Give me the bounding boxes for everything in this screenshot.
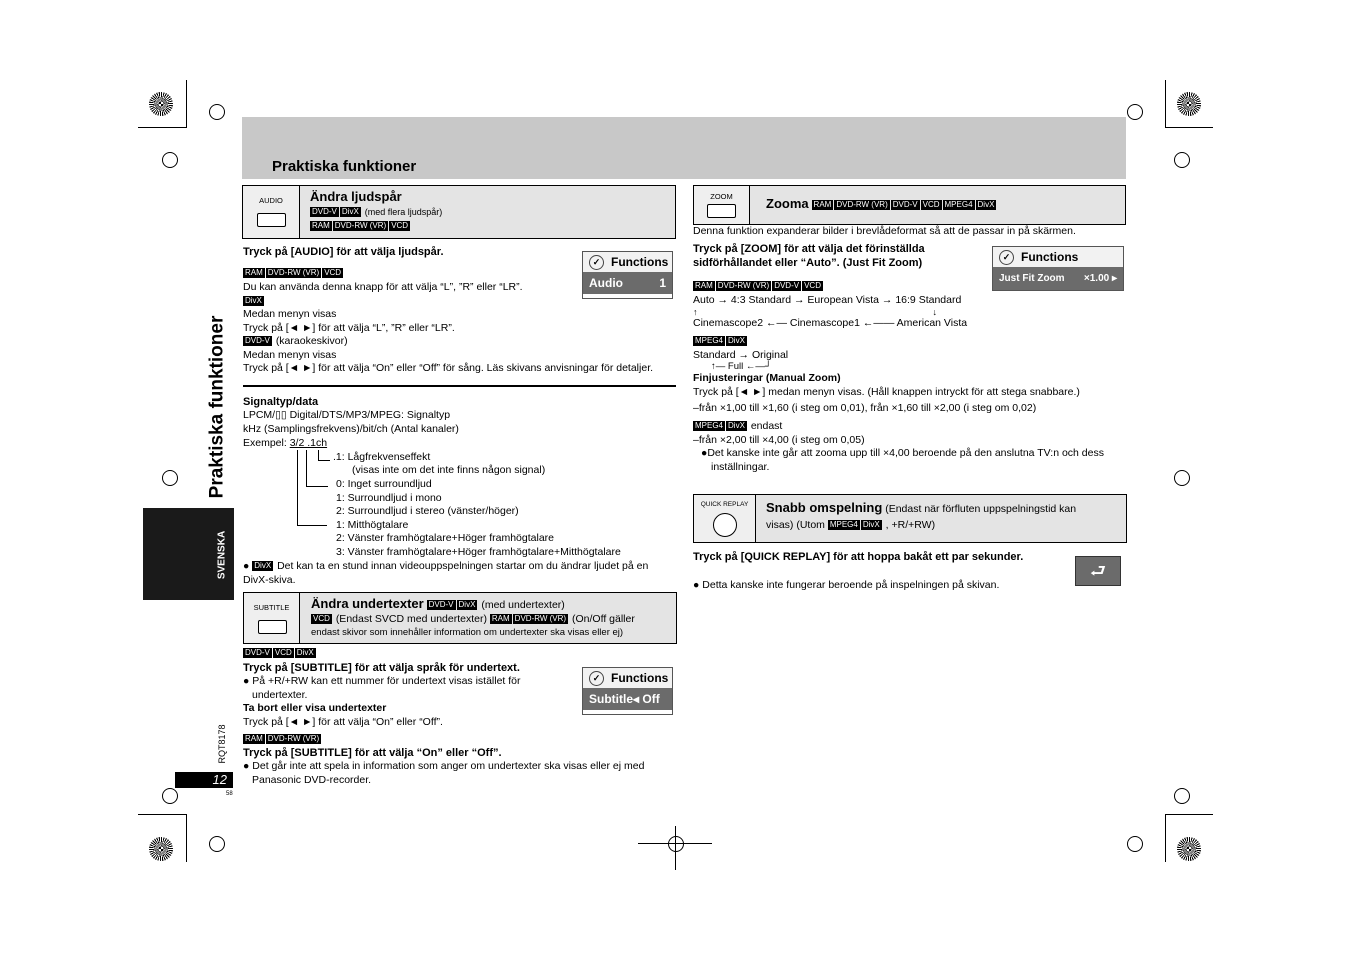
page-subnumber: 58	[226, 791, 233, 797]
subtitle-details: DVD-V VCD DivX Tryck på [SUBTITLE] för att välja språk för undertext. ● På +R/+RW kan ett nummer för undertext visas istället för undertexter. Ta bort eller visa undertexter Tryck på [◄ ►] för att välja “On” eller “Off”. RAM DVD-RW (VR) Tryck på [SUBTITLE] för att välja “On” eller “Off”. ● Det går inte att spela in information som anger om undertexter ska visas eller ej med Panasonic DVD-recorder.	[243, 648, 645, 787]
signal-note: ● DivX Det kan ta en stund innan videouppspelningen startar om du ändrar ljudet på en DivX-skiva.	[243, 560, 649, 586]
subtitle-button-label: SUBTITLE	[253, 603, 290, 612]
signal-item: 2: Vänster framhögtalare+Höger framhögtalare	[336, 532, 554, 544]
crosshair-mark	[1127, 836, 1143, 852]
zoom-functions-display: ✓ Functions Just Fit Zoom ×1.00 ▸	[992, 246, 1124, 291]
replay-instruction: Tryck på [QUICK REPLAY] för att hoppa bakåt ett par sekunder.	[693, 551, 1024, 563]
signal-item: (visas inte om det inte finns någon signal)	[352, 464, 546, 476]
audio-button-label: AUDIO	[259, 196, 283, 205]
registration-mark	[1177, 92, 1201, 116]
zoom-section-header: ZOOM Zooma RAM DVD-RW (VR) DVD-V VCD MPEG4 DivX	[693, 185, 1126, 225]
language-label: SVENSKA	[216, 530, 228, 580]
functions-icon: ✓	[589, 255, 604, 270]
audio-details: RAM DVD-RW (VR) VCD Du kan använda denna knapp för att välja “L”, ”R” eller “LR”. DivX Medan menyn visas Tryck på [◄ ►] för att välja “L”, ”R” eller “LR”. DVD-V (karaokeskivor) Medan menyn visas Tryck på [◄ ►] för att välja “On” eller “Off” för sång. Läs skivans anvisningar för detaljer.	[243, 268, 654, 375]
registration-mark	[1177, 837, 1201, 861]
doc-code: RQT8178	[217, 724, 228, 764]
signal-item: 0: Inget surroundljud	[336, 478, 432, 490]
crosshair-mark	[1174, 470, 1190, 486]
signal-section: Signaltyp/data LPCM/▯▯ Digital/DTS/MP3/MPEG: Signaltyp kHz (Samplingsfrekvens)/bit/ch (Antal kanaler) Exempel: 3/2 .1ch	[243, 396, 459, 449]
signal-item: 3: Vänster framhögtalare+Höger framhögtalare+Mitthögtalare	[336, 546, 621, 558]
signal-item: 2: Surroundljud i stereo (vänster/höger)	[336, 505, 519, 517]
crosshair-mark	[1174, 152, 1190, 168]
crosshair-mark	[209, 104, 225, 120]
crosshair-mark	[162, 788, 178, 804]
page-title: Praktiska funktioner	[272, 158, 417, 175]
replay-button-label: QUICK REPLAY	[700, 501, 749, 508]
replay-title: Snabb omspelning	[766, 500, 883, 515]
side-title: Praktiska funktioner	[206, 315, 228, 499]
zoom-button-icon	[707, 204, 736, 218]
signal-item: 1: Surroundljud i mono	[336, 492, 442, 504]
crosshair-mark	[668, 836, 684, 852]
zoom-description: Denna funktion expanderar bilder i brevlådeformat så att de passar in på skärmen.	[693, 225, 1076, 237]
quick-replay-icon: ⮐	[1075, 556, 1121, 586]
crosshair-mark	[1127, 104, 1143, 120]
crosshair-mark	[162, 152, 178, 168]
audio-button-icon	[257, 213, 286, 227]
audio-instruction: Tryck på [AUDIO] för att välja ljudspår.	[243, 246, 444, 258]
zoom-details: RAM DVD-RW (VR) DVD-V VCD Auto → 4:3 Standard → European Vista → 16:9 Standard ↑ ↓ Cinemascope2 ←— Cinemascope1 ←—— American Vista MPEG4 DivX Standard → Original ↑— Full ←—┘ Finjusteringar (Manual Zoom) Tryck på [◄ ►] medan menyn visas. (Håll knappen intryckt för att stega snabbare.) –från ×1,00 till ×1,60 (i steg om 0,01), från ×1,60 till ×2,00 (i steg om 0,02) MPEG4 DivX endast –från ×2,00 till ×4,00 (i steg om 0,05) ●Det kanske inte går att zooma upp till ×4,00 beroende på den anslutna TV:n och dess inställningar.	[693, 281, 1104, 474]
zoom-instruction: Tryck på [ZOOM] för att välja det förinställda sidförhållandet eller “Auto”. (Just Fit Zoom)	[693, 243, 925, 270]
signal-item: 1: Mitthögtalare	[336, 519, 409, 531]
divider	[243, 385, 676, 387]
replay-bullet: ● Detta kanske inte fungerar beroende på inspelningen på skivan.	[693, 579, 1000, 591]
subtitle-title: Ändra undertexter	[311, 596, 424, 611]
registration-mark	[149, 92, 173, 116]
page-number: 12	[175, 772, 233, 788]
audio-functions-display: ✓ Functions Audio 1	[582, 251, 673, 299]
functions-icon: ✓	[589, 671, 604, 686]
crosshair-mark	[162, 470, 178, 486]
replay-section-header: QUICK REPLAY Snabb omspelning (Endast när förfluten uppspelningstid kan visas) (Utom MPEG4 DivX , +R/+RW)	[693, 494, 1127, 543]
subtitle-section-header: SUBTITLE Ändra undertexter DVD-V DivX (med undertexter) VCD (Endast SVCD med undertexter) RAM DVD-RW (VR) (On/Off gäller endast skivor som innehåller information om undertexter ska visas eller ej)	[243, 592, 677, 644]
replay-button-icon	[713, 513, 737, 537]
audio-section-header: AUDIO Ändra ljudspår DVD-V DivX (med flera ljudspår) RAM DVD-RW (VR) VCD	[242, 185, 676, 239]
subtitle-functions-display: ✓ Functions Subtitle ◂ Off ▸	[582, 667, 673, 715]
zoom-button-label: ZOOM	[710, 192, 733, 201]
subtitle-button-icon	[258, 620, 287, 634]
crosshair-mark	[209, 836, 225, 852]
functions-icon: ✓	[999, 250, 1014, 265]
signal-item: .1: Lågfrekvenseffekt	[333, 451, 431, 463]
zoom-title: Zooma	[766, 196, 809, 211]
registration-mark	[149, 837, 173, 861]
crosshair-mark	[1174, 788, 1190, 804]
audio-title: Ändra ljudspår	[310, 189, 402, 204]
